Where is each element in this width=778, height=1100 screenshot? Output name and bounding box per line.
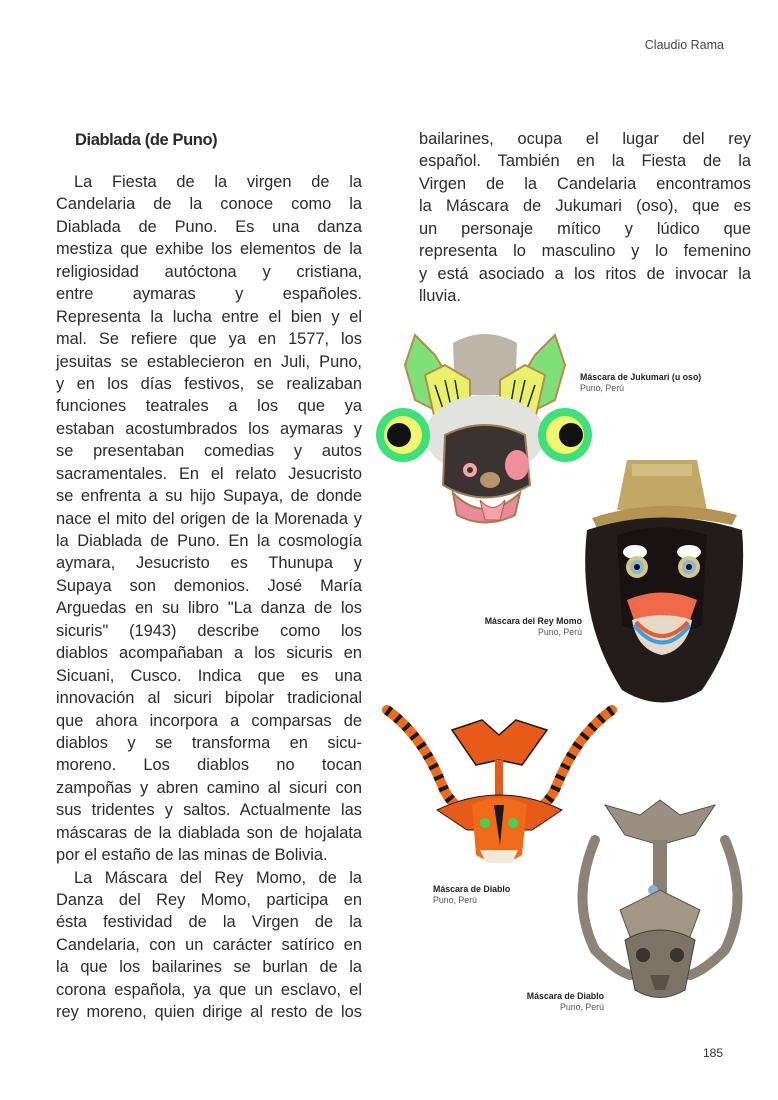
left-column-text xyxy=(56,171,362,1024)
text-line: entre aymaras y españoles. xyxy=(56,285,362,304)
text-line: ésta festividad de la Virgen de la xyxy=(56,913,362,932)
text-line: sus tridentes y saltos. Actualmente las xyxy=(56,801,362,820)
text-line: Virgen de la Candelaria encontramos xyxy=(419,174,751,193)
section-title: Diablada (de Puno) xyxy=(75,131,218,149)
text-line: Representa la lucha entre el bien y el xyxy=(56,307,362,326)
text-line: Diablada de Puno. Es una danza xyxy=(56,217,362,236)
text-line: representa lo masculino y lo femenino xyxy=(419,242,751,261)
text-line: Arguedas en su libro "La danza de los xyxy=(56,599,362,618)
text-line: Sicuani, Cusco. Indica que es una xyxy=(56,666,362,685)
text-line: Supaya son demonios. José María xyxy=(56,576,362,595)
text-line: sicuris" (1943) describe como los xyxy=(56,621,362,640)
text-line: que ahora incorpora a comparsas de xyxy=(56,711,362,730)
figure-caption-subtitle: Puno, Perú xyxy=(580,382,625,393)
text-line: Candelaria, con un carácter satírico en xyxy=(56,935,362,954)
figure-caption xyxy=(580,372,701,393)
figure-caption xyxy=(505,991,604,1012)
text-line: y en los días festivos, se realizaban xyxy=(56,374,362,393)
text-line: mestiza que exhibe los elementos de la xyxy=(56,240,362,259)
figure-caption-title: Máscara de Jukumari (u oso) xyxy=(580,372,702,382)
text-line: rey moreno, quien dirige al resto de los xyxy=(56,1003,362,1022)
figure-caption-title: Máscara de Diablo xyxy=(526,991,604,1001)
text-line: jesuitas se establecieron en Juli, Puno, xyxy=(56,352,362,371)
text-line: bailarines, ocupa el lugar del rey xyxy=(419,130,751,148)
text-line: diablos acompañaban a los sicuris en xyxy=(56,644,362,663)
text-line: sacramentales. En el relato Jesucristo xyxy=(56,464,362,483)
text-line: Danza del Rey Momo, participa en xyxy=(56,891,362,909)
silver-diablo-mask-image xyxy=(565,790,755,1010)
figure-caption-title: Máscara del Rey Momo xyxy=(484,616,582,626)
figure-caption-subtitle: Puno, Perú xyxy=(537,626,582,637)
figure-caption xyxy=(470,616,582,637)
text-line: máscaras de la diablada son de hojalata xyxy=(56,823,362,842)
text-line: se presentaban comedias y autos xyxy=(56,442,362,461)
text-line: la Diablada de Puno. En la cosmología xyxy=(56,532,362,550)
text-line: Candelaria de la conoce como la xyxy=(56,195,362,214)
figure-caption xyxy=(433,884,510,905)
jukumari-mask-image xyxy=(375,325,595,535)
text-line: se enfrenta a su hijo Supaya, de donde xyxy=(56,487,362,506)
text-line: zampoñas y abren camino al sicuri con xyxy=(56,778,362,797)
right-column-text xyxy=(419,128,751,308)
text-line: La Máscara del Rey Momo, de la xyxy=(74,868,362,887)
text-line: diablos y se transforma en sicu- xyxy=(56,733,362,752)
text-line: La Fiesta de la virgen de la xyxy=(74,173,362,191)
figure-caption-subtitle: Puno, Perú xyxy=(433,894,478,905)
text-line: religiosidad autóctona y cristiana, xyxy=(56,262,362,281)
rey-momo-mask-image xyxy=(572,450,750,710)
figure-caption-subtitle: Puno, Perú xyxy=(559,1001,604,1012)
text-line: un personaje mítico y lúdico que xyxy=(419,219,751,238)
running-header-author: Claudio Rama xyxy=(644,38,724,52)
text-line: moreno. Los diablos no tocan xyxy=(56,756,362,775)
text-line: lluvia. xyxy=(419,287,461,306)
figure-caption-title: Máscara de Diablo xyxy=(433,884,511,894)
page-number: 185 xyxy=(702,1046,723,1060)
text-line: la que los bailarines se burlan de la xyxy=(56,958,362,977)
text-line: corona española, ya que un esclavo, el xyxy=(56,980,362,999)
text-line: estaban acostumbrados los aymaras y xyxy=(56,419,362,438)
text-line: mal. Se refiere que ya en 1577, los xyxy=(56,330,362,349)
text-line: por el estaño de las minas de Bolivia. xyxy=(56,846,328,865)
text-line: innovación al sicuri bipolar tradicional xyxy=(56,689,362,708)
text-line: funciones teatrales a los que ya xyxy=(56,397,362,416)
text-line: nace el mito del origen de la Morenada y xyxy=(56,509,362,528)
text-line: español. También en la Fiesta de la xyxy=(419,152,751,171)
text-line: aymara, Jesucristo es Thunupa y xyxy=(56,554,362,573)
text-line: y está asociado a los ritos de invocar la xyxy=(419,264,751,283)
text-line: la Máscara de Jukumari (oso), que es xyxy=(419,197,751,216)
